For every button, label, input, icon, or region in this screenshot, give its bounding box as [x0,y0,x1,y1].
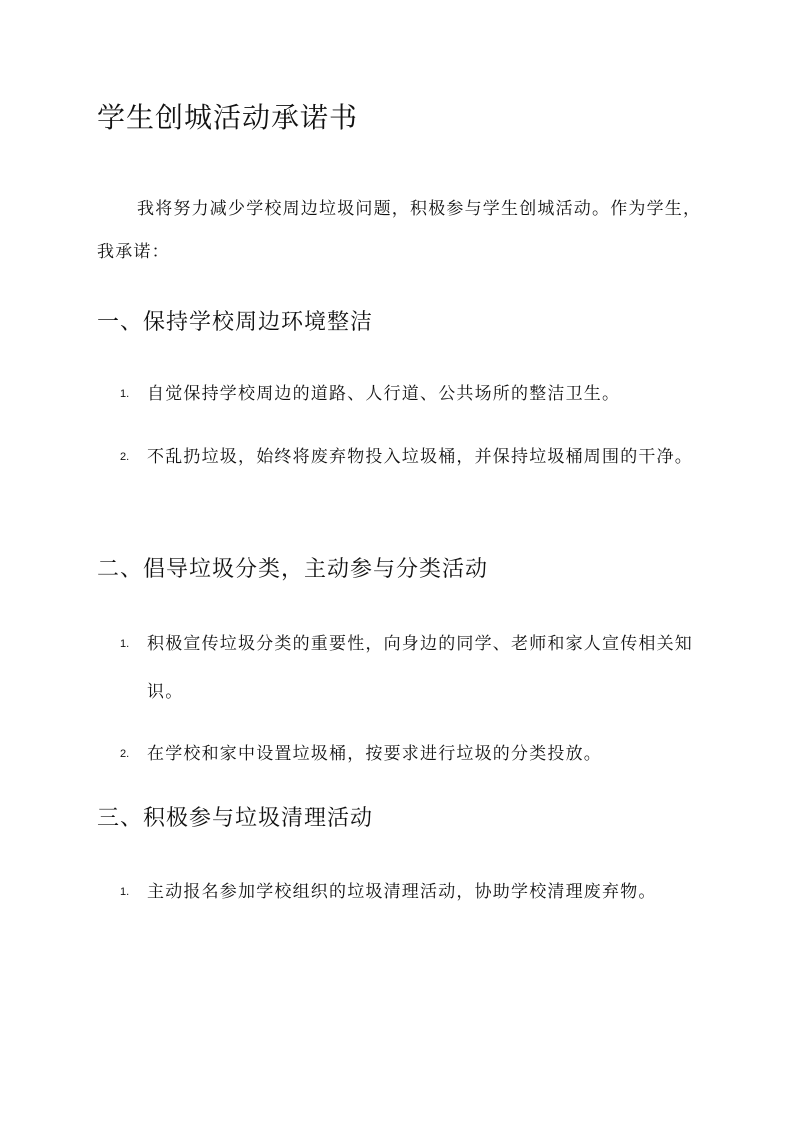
section-heading-2: 二、倡导垃圾分类，主动参与分类活动 [97,557,489,582]
list-item-text: 不乱扔垃圾，始终将废弃物投入垃圾桶，并保持垃圾桶周围的干净。 [147,447,693,467]
document-title: 学生创城活动承诺书 [97,101,359,134]
list-item [120,868,695,916]
list-item-number: 2. [120,451,130,463]
section-heading-3: 三、积极参与垃圾清理活动 [97,806,374,831]
intro-paragraph: 我将努力减少学校周边垃圾问题，积极参与学生创城活动。作为学生，我承诺： [97,199,702,262]
list-item [120,370,695,418]
list-item-number: 1. [120,388,130,400]
list-item-number: 1. [120,886,130,898]
list-item-number: 1. [120,638,130,650]
list-item-number: 2. [120,748,130,760]
list-item [120,620,695,716]
list-item-text: 主动报名参加学校组织的垃圾清理活动，协助学校清理废弃物。 [147,882,657,902]
list-item [120,730,695,778]
list-item-text: 自觉保持学校周边的道路、人行道、公共场所的整洁卫生。 [147,384,621,404]
section-heading-1: 一、保持学校周边环境整洁 [97,310,374,335]
list-item [120,433,695,481]
list-item-text: 在学校和家中设置垃圾桶，按要求进行垃圾的分类投放。 [147,744,602,764]
list-item-text: 积极宣传垃圾分类的重要性，向身边的同学、老师和家人宣传相关知识。 [147,634,693,702]
